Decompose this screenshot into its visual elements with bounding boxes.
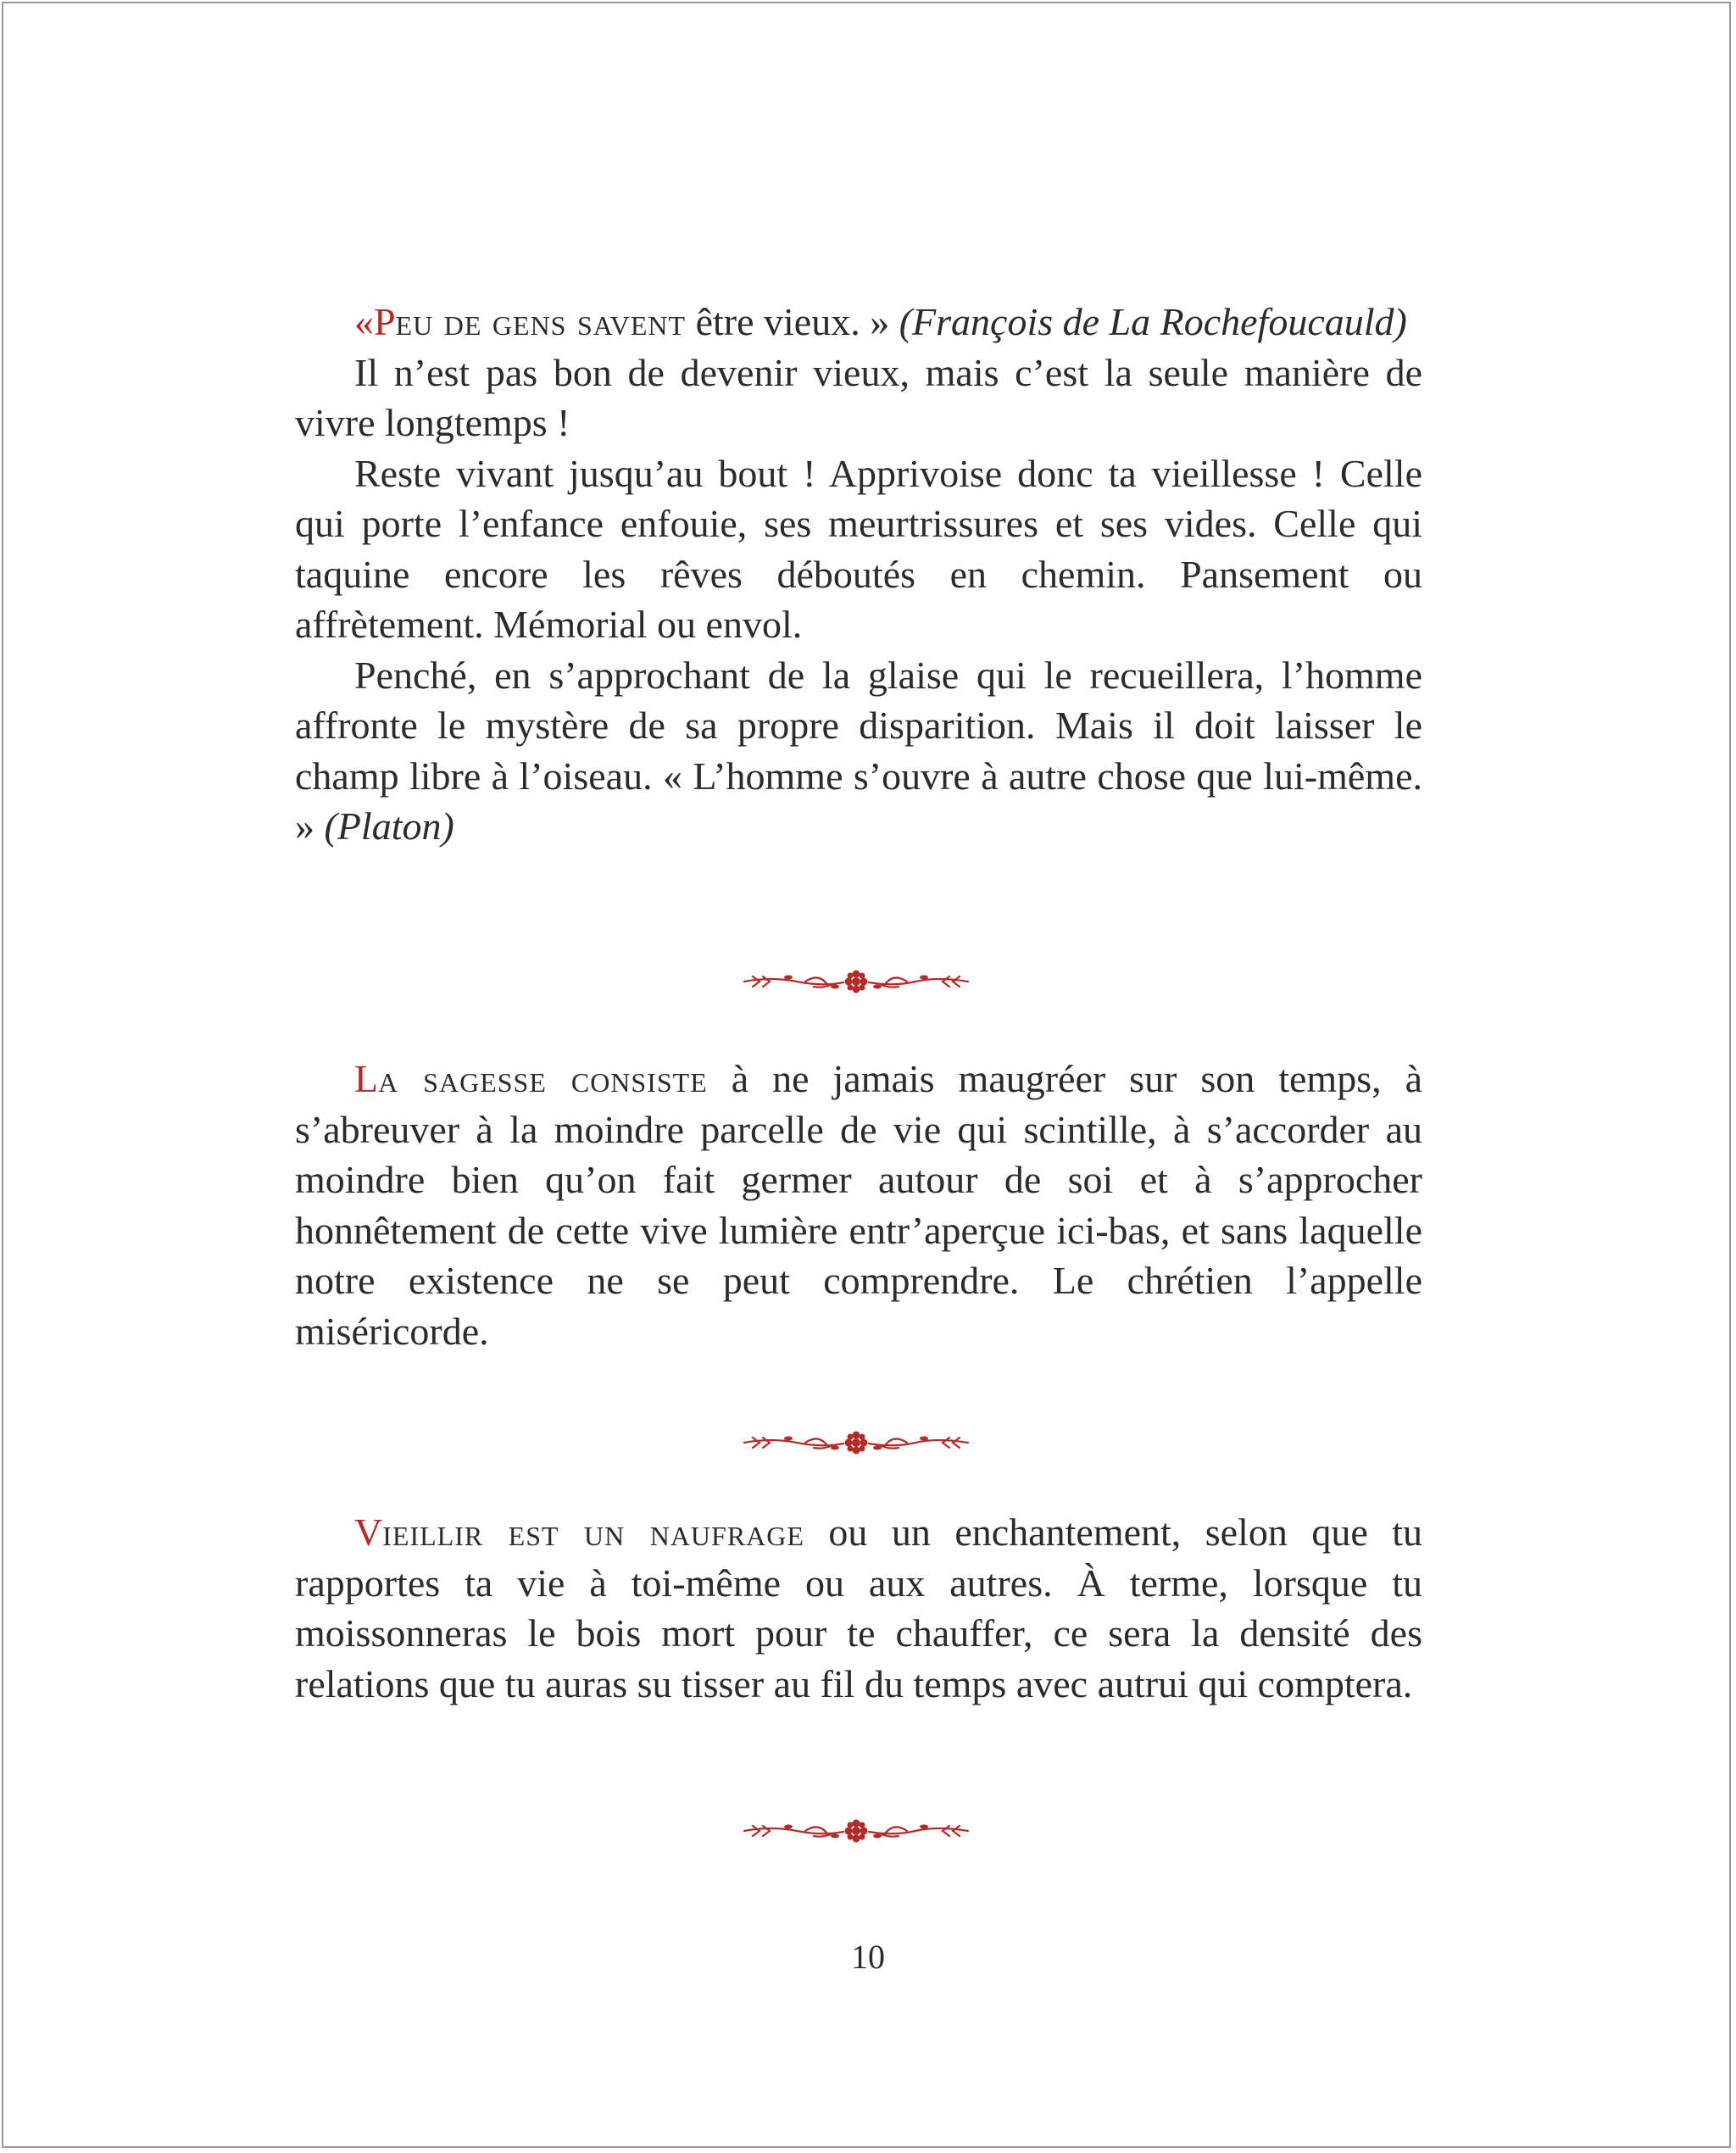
citation: (François de La Rochefoucauld) [899, 300, 1407, 343]
lead-small-caps: a sagesse consiste [378, 1057, 708, 1100]
lead-small-caps: ieillir est un naufrage [382, 1510, 804, 1554]
section-2 [295, 1054, 1422, 1356]
floral-divider-icon [737, 965, 975, 999]
open-quote: « [354, 300, 374, 343]
citation: (Platon) [324, 804, 454, 848]
lead-small-caps: eu de gens savent [395, 300, 687, 343]
paragraph-text: Penché, en s’approchant de la glaise qui le recueillera, l’homme affronte le mystère de sa propre disparition. Mais il doit laisser le champ libre à l’oiseau. « L’homme s’ouvre à autre chose que lui-même. » [295, 653, 1422, 848]
lead-initial: L [354, 1057, 379, 1100]
section-3 [295, 1507, 1422, 1709]
lead-initial: V [354, 1510, 383, 1554]
page-number: 10 [851, 1938, 885, 1976]
paragraph-text: à ne jamais maugréer sur son temps, à s’abreuver à la moindre parcelle de vie qui scintille, à s’accorder au moindre bien qu’on fait germer autour de soi et à s’approcher honnêtement de cette vive lumière entr’aperçue ici-bas, et sans laquelle notre existence ne se peut comprendre. Le chrétien l’appelle miséricorde. [295, 1057, 1422, 1353]
section-1-paragraph-3: Reste vivant jusqu’au bout ! Apprivoise donc ta vieillesse ! Celle qui porte l’enfance enfouie, ses meurtrissures et ses vides. Celle qui taquine encore les rêves déboutés en chemin. Pansement ou affrètement. Mémorial ou envol. [295, 451, 1422, 646]
paragraph-text: ou un enchantement, selon que tu rapportes ta vie à toi-même ou aux autres. À terme, lorsque tu moissonneras le bois mort pour te chauffer, ce sera la densité des relations que tu auras su tisser au fil du temps avec autrui qui comptera. [295, 1510, 1422, 1705]
floral-divider-icon [737, 1426, 975, 1460]
section-1-paragraph-4 [295, 650, 1422, 852]
section-3-paragraph [295, 1507, 1422, 1709]
section-2-paragraph [295, 1054, 1422, 1356]
lead-initial: P [374, 300, 396, 343]
paragraph-text: être vieux. » [686, 300, 899, 343]
section-1-paragraph-1 [295, 297, 1422, 348]
section-1 [295, 297, 1422, 852]
section-1-paragraph-2: Il n’est pas bon de devenir vieux, mais c’est la seule manière de vivre longtemps ! [295, 350, 1422, 444]
floral-divider-icon [737, 1814, 975, 1848]
